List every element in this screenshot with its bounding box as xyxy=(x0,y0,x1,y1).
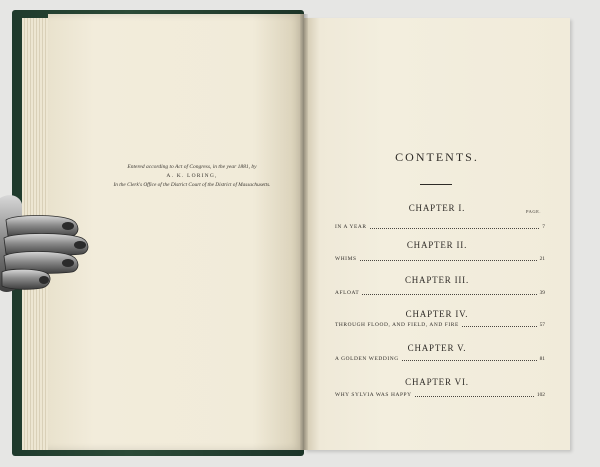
page-column-label: PAGE. xyxy=(526,209,541,214)
toc-entry xyxy=(335,320,545,328)
title-rule xyxy=(420,184,452,185)
dot-leader xyxy=(360,260,537,261)
toc-entry-title: WHY SYLVIA WAS HAPPY xyxy=(335,392,412,398)
chapter-heading: CHAPTER IV. xyxy=(405,309,469,319)
toc-entry-title: A GOLDEN WEDDING xyxy=(335,356,399,362)
toc-entry-page: 39 xyxy=(539,290,545,296)
toc-entry xyxy=(335,354,545,362)
toc-entry xyxy=(335,288,545,296)
copyright-notice xyxy=(88,163,296,190)
chapter-heading: CHAPTER V. xyxy=(407,343,467,353)
copyright-line-3: In the Clerk's Office of the District Court of the District of Massachusetts. xyxy=(113,182,271,188)
copyright-line-2: A. K. LORING, xyxy=(166,173,218,179)
chapter-heading: CHAPTER III. xyxy=(404,275,470,285)
toc-entry-page: 21 xyxy=(539,256,545,262)
toc-entry-title: WHIMS xyxy=(335,256,357,262)
chapter-heading: CHAPTER I. xyxy=(408,203,466,213)
chapter-heading: CHAPTER II. xyxy=(406,240,468,250)
toc-entry-page: 57 xyxy=(539,322,545,328)
silver-hand xyxy=(0,190,92,300)
toc-entry-page: 102 xyxy=(536,392,545,398)
chapter-heading: CHAPTER VI. xyxy=(405,377,469,387)
toc-entry-title: AFLOAT xyxy=(335,290,360,296)
dot-leader xyxy=(415,396,534,397)
dot-leader xyxy=(402,360,537,361)
contents-title: CONTENTS. xyxy=(395,150,479,164)
dot-leader xyxy=(362,294,536,295)
toc-entry-page: 7 xyxy=(542,224,545,230)
toc-entry-title: THROUGH FLOOD, AND FIELD, AND FIRE xyxy=(335,322,459,328)
dot-leader xyxy=(462,326,537,327)
toc-entry xyxy=(335,222,545,230)
toc-entry xyxy=(335,254,545,262)
toc-entry-page: 81 xyxy=(539,356,545,362)
dot-leader xyxy=(370,228,540,229)
toc-entry-title: IN A YEAR xyxy=(335,224,367,230)
toc-entry xyxy=(335,390,545,398)
copyright-line-1: Entered according to Act of Congress, in the year 1881, by xyxy=(127,164,257,170)
